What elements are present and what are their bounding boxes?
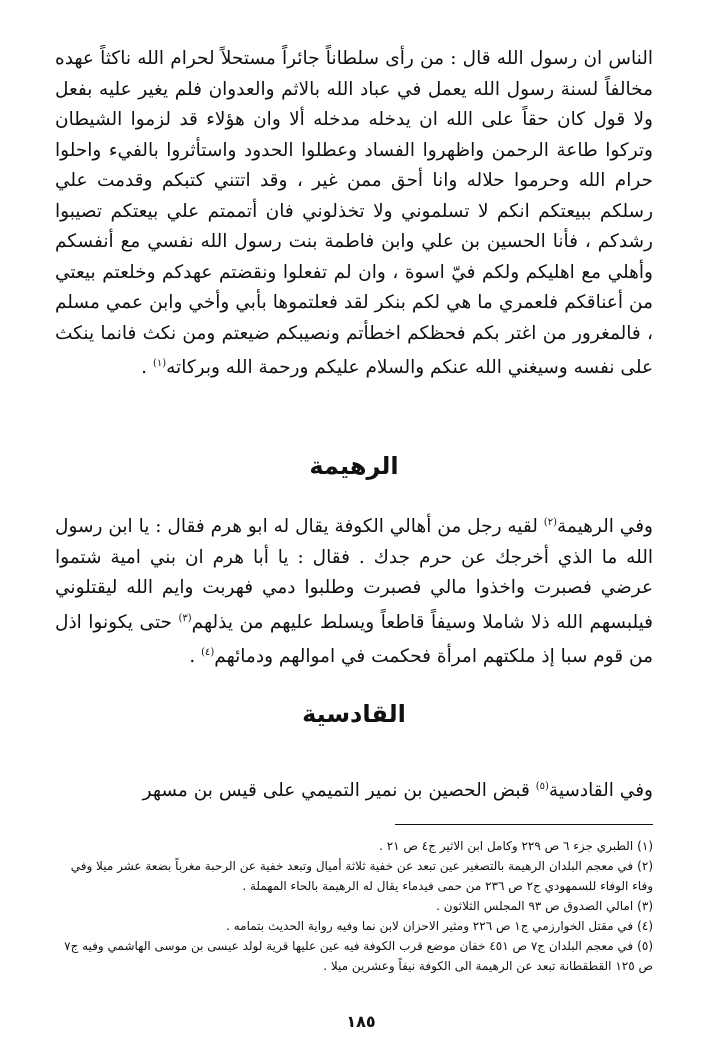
footnote-number: (٢)	[637, 859, 653, 873]
footnote	[55, 856, 653, 896]
main-paragraph	[55, 44, 653, 384]
paragraph-1-text: الناس ان رسول الله قال : من رأى سلطاناً جائراً مستحلاً لحرام الله ناكثاً عهده مخالفاً لسنة رسول الله يعمل في عباد الله بالاثم والعدوان فلم يغير عليه بفعل ولا قول كان حقاً على الله ان يدخله مدخله ألا وان هؤلاء قد لزموا الشيطان وتركوا طاعة الرحمن واظهروا الفساد وعطلوا الحدود واستأثروا بالفيء واحلوا حرام الله وحرموا حلاله وانا أحق ممن غير ، وقد اتتني كتبكم وقدمت علي رسلكم ببيعتكم انكم لا تسلموني ولا تخذلوني فان أتممتم علي بيعتكم تصيبوا رشدكم ، فأنا الحسين بن علي وابن فاطمة بنت رسول الله نفسي مع أنفسكم وأهلي مع اهليكم ولكم فيّ اسوة ، وان لم تفعلوا ونقضتم عهدكم وخلعتم بيعتي من أعناقكم فلعمري ما هي لكم بنكر لقد فعلتموها بأبي وأخي وابن عمي مسلم ، فالمغرور من اغتر بكم فحظكم اخطأتم ونصيبكم ضيعتم ومن نكث فانما ينكث على نفسه وسيغني الله عنكم والسلام عليكم ورحمة الله وبركاته	[55, 48, 653, 379]
footnote-text: في معجم البلدان الرهيمة بالتصغير عين تبعد عن خفية ثلاثة أميال وتبعد خفية عن الرحبة مغرباً بضعة عشر ميلا وفي وفاء الوفاء للسمهودي ج٢ ص ٢٣٦ من حمى فيدماء يقال له الرهيمة بالحاء المهملة .	[70, 859, 653, 893]
section-heading-rahima: الرهيمة	[309, 452, 399, 480]
paragraph-2	[55, 508, 653, 673]
footnote-ref-2: (٢)	[543, 517, 557, 528]
paragraph-1	[55, 44, 653, 384]
footnote-ref-4: (٤)	[201, 647, 215, 659]
footnote	[55, 896, 653, 916]
footnote	[55, 916, 653, 936]
paragraph-3-part-b: قبض الحصين بن نمير التميمي على قيس بن مسهر	[142, 780, 536, 801]
paragraph-3-part-a: وفي القادسية	[548, 780, 653, 801]
paragraph-1-end: .	[141, 357, 153, 379]
paragraph-2-part-a: وفي الرهيمة	[556, 516, 653, 538]
footnote-ref-5: (٥)	[535, 780, 549, 792]
page-number: ١٨٥	[346, 1012, 376, 1031]
footnote	[55, 936, 653, 976]
footnote-number: (٤)	[637, 919, 653, 933]
footnote-text: امالي الصدوق ص ٩٣ المجلس الثلاثون .	[436, 899, 634, 913]
footnote-text: الطبري جزء ٦ ص ٢٢٩ وكامل ابن الاثير ج٤ ص ٢١ .	[379, 839, 634, 853]
footnote	[55, 836, 653, 856]
footnote-ref-1: (١)	[152, 358, 167, 369]
paragraph-2-part-b: لقيه رجل من أهالي الكوفة يقال له ابو هرم فقال : يا ابن رسول الله ما الذي أخرجك عن حرم جدك . فقال : يا أبا هرم ان بني امية شتموا عرضي فصبرت واخذوا مالي فصبرت وطلبوا دمي فهربت وايم الله ليقتلوني فيلبسهم الله ذلا شاملا وسيفاً قاطعاً ويسلط عليهم من يذلهم	[55, 516, 654, 633]
paragraph-3	[55, 780, 653, 801]
footnote-divider	[395, 824, 653, 825]
footnotes	[55, 836, 653, 976]
footnote-ref-3: (٣)	[178, 612, 192, 624]
paragraph-2-part-c: حتى يكونوا اذل من قوم سبا إذ ملكتهم امرأة فحكمت في اموالهم ودمائهم	[55, 611, 653, 668]
footnote-number: (٥)	[637, 939, 653, 953]
section-heading-qadisiya: القادسية	[302, 700, 406, 728]
paragraph-2-end: .	[189, 646, 202, 668]
footnote-number: (٣)	[637, 899, 653, 913]
footnote-text: في مقتل الخوارزمي ج١ ص ٢٢٦ ومثير الاحزان لابن نما وفيه رواية الحديث بتمامه .	[226, 919, 634, 933]
footnote-number: (١)	[637, 839, 653, 853]
footnote-text: في معجم البلدان ج٧ ص ٤٥١ خفان موضع قرب الكوفة فيه عين عليها قرية لولد عيسى بن موسى الهاشمي وفيه ج٧ ص ١٢٥ القطقطانة تبعد عن الرهيمة الى الكوفة نيفاً وعشرين ميلا .	[64, 939, 653, 973]
